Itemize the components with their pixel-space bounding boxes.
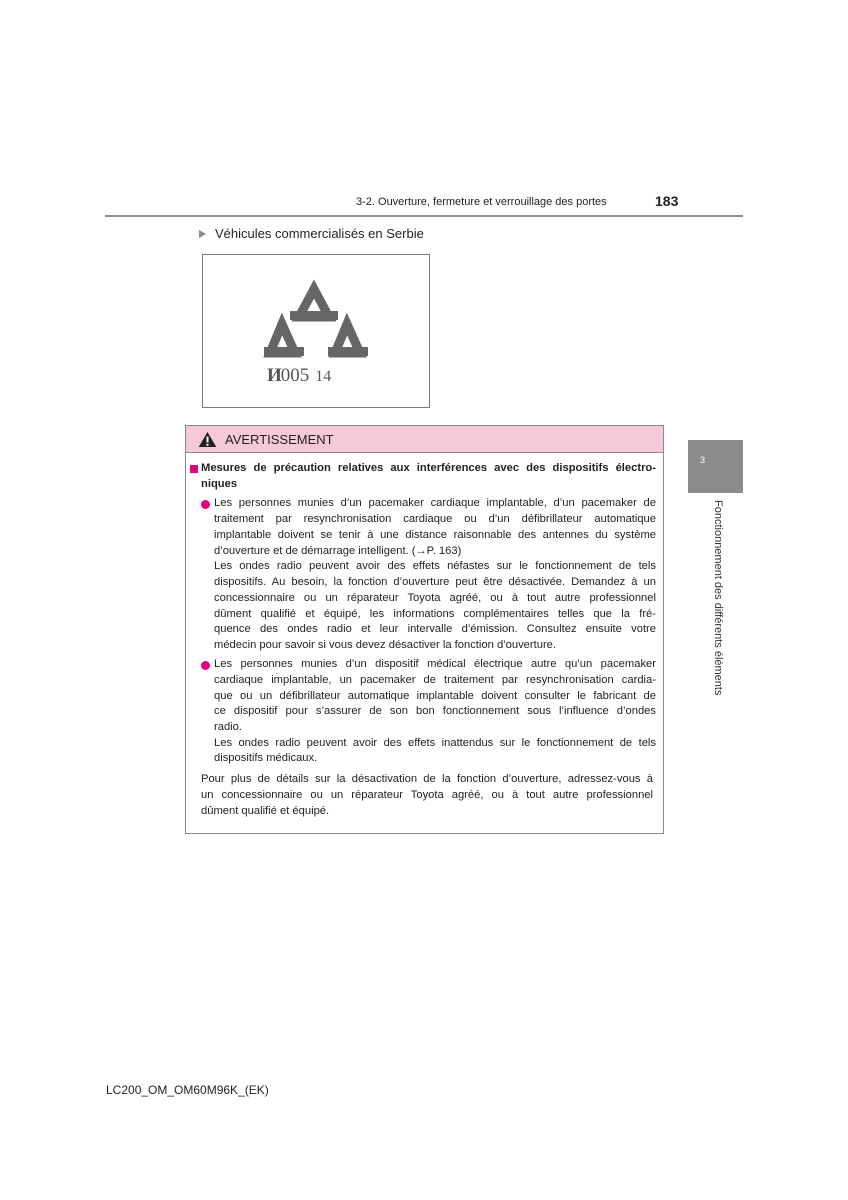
certification-code — [267, 365, 331, 387]
warning-header — [186, 426, 663, 453]
bullet1-line: Les ondes radio peuvent avoir des effets néfastes sur le fonctionnement de tels — [214, 560, 656, 572]
page-number: 183 — [655, 193, 679, 209]
bullet1-line: médecin pour savoir si vous devez désactiver la fonction d’ouverture. — [214, 639, 557, 651]
chapter-label: Fonctionnement des différents éléments — [712, 500, 724, 696]
closing-line: Pour plus de détails sur la désactivation de la fonction d’ouverture, adressez-vous à — [201, 773, 653, 785]
header-rule — [105, 215, 743, 217]
bullet1-line: traitement par resynchronisation cardiaque ou d’un défibrillateur automatique — [214, 513, 656, 525]
document-code: LC200_OM_OM60M96K_(EK) — [106, 1083, 269, 1097]
warning-heading-line: niques — [201, 478, 238, 490]
bullet2-line: que ou un défibrillateur automatique implantable doivent consulter le fabricant de — [214, 690, 656, 702]
bullet1-line: quence des ondes radio et leur intervalle d’émission. Consultez ensuite votre — [214, 623, 656, 635]
serbian-certification-mark-icon — [262, 278, 368, 364]
section-header: 3-2. Ouverture, fermeture et verrouillage des portes — [356, 196, 607, 208]
warning-title: AVERTISSEMENT — [225, 431, 334, 447]
bullet2-line: dispositifs médicaux. — [214, 752, 318, 764]
bullet2-line: cardiaque implantable, un pacemaker de traitement par resynchronisation cardia- — [214, 674, 656, 686]
warning-heading-line: Mesures de précaution relatives aux interférences avec des dispositifs électro- — [201, 462, 656, 474]
bullet2-line: Les ondes radio peuvent avoir des effets inattendus sur le fonctionnement de tels — [214, 737, 656, 749]
bullet1-line: implantable doivent se tenir à une distance raisonnable des antennes du système — [214, 529, 656, 541]
cert-code-number: 005 — [280, 365, 310, 386]
bullet2-line: ce dispositif pour s’assurer de son bon fonctionnement sous l’influence d’ondes — [214, 705, 656, 717]
bullet1-line: Les personnes munies d’un pacemaker cardiaque implantable, d’un pacemaker de — [214, 497, 656, 509]
bullet-dot-icon — [201, 661, 210, 670]
closing-line: dûment qualifié et équipé. — [201, 805, 330, 817]
cert-code-letter: И — [267, 365, 281, 386]
cert-code-year: 14 — [315, 368, 332, 385]
bullet-dot-icon — [201, 500, 210, 509]
subheading — [199, 226, 424, 241]
bullet1-line: dispositifs. Au besoin, la fonction d’ouverture peut être désactivée. Demandez à un — [214, 576, 656, 588]
bullet1-line: dûment qualifié et équipé, les informations complémentaires telles que la fré- — [214, 608, 656, 620]
bullet2-line: Les personnes munies d’un dispositif médical électrique autre qu’un pacemaker — [214, 658, 656, 670]
triangle-bullet-icon — [199, 230, 206, 238]
bullet1-line: d’ouverture et de démarrage intelligent. (→P. 163) — [214, 545, 462, 557]
chapter-tab — [688, 440, 743, 493]
section-square-icon — [190, 465, 198, 473]
chapter-number: 3 — [700, 455, 706, 465]
warning-triangle-icon — [198, 431, 217, 448]
bullet1-line: concessionnaire ou un réparateur Toyota agréé, ou à tout autre professionnel — [214, 592, 656, 604]
subheading-text: Véhicules commercialisés en Serbie — [215, 226, 424, 241]
closing-line: un concessionnaire ou un réparateur Toyota agréé, ou à tout autre professionnel — [201, 789, 653, 801]
bullet2-line: radio. — [214, 721, 242, 733]
